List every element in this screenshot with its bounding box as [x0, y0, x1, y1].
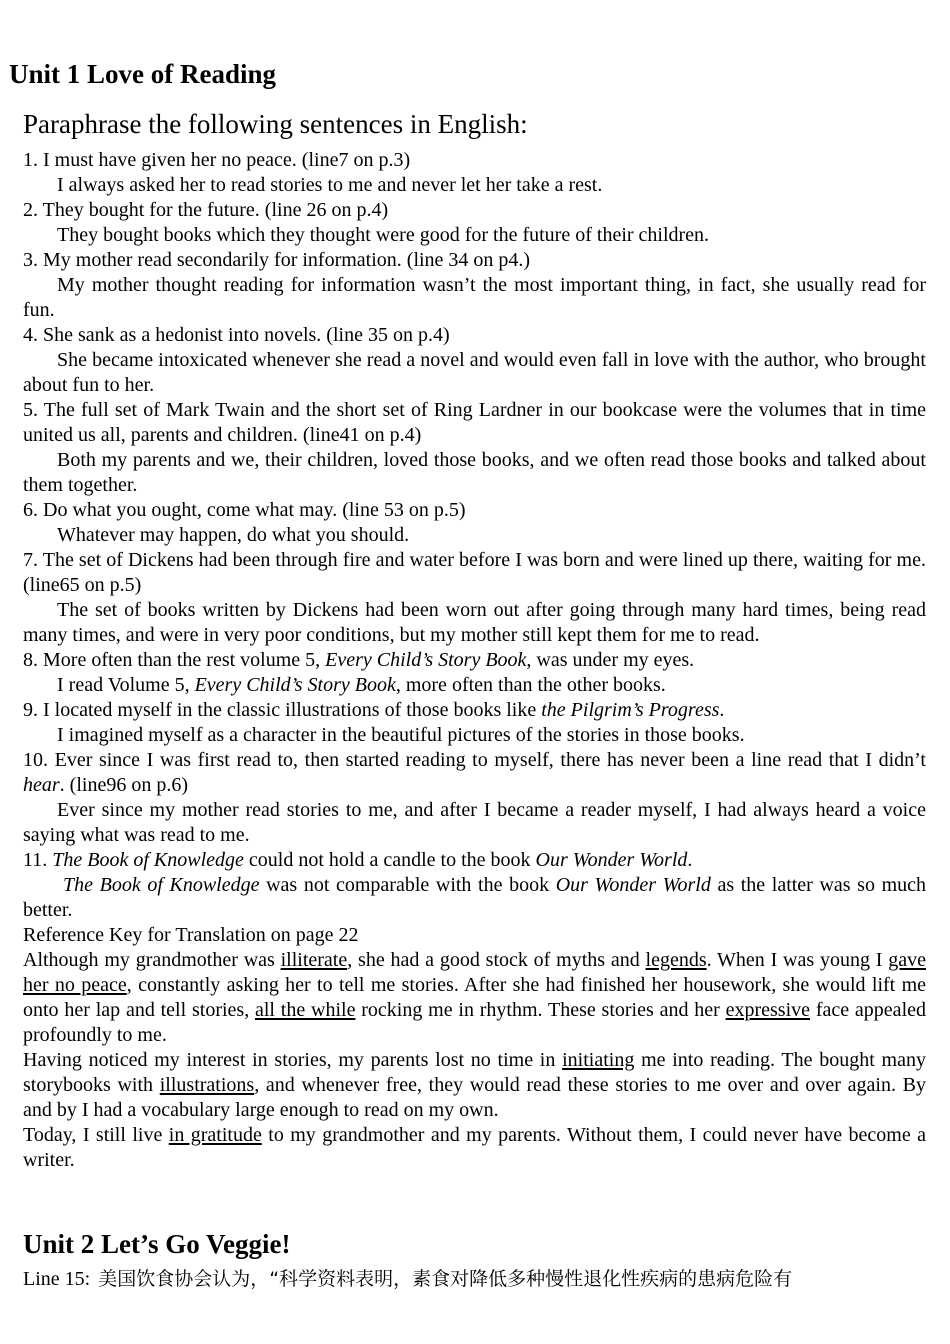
- item-3-paraphrase: My mother thought reading for information wasn’t the most important thing, in fact, she usually read for fun.: [23, 274, 926, 321]
- item-6-sentence: 6. Do what you ought, come what may. (line 53 on p.5): [23, 499, 466, 521]
- item-3-sentence: 3. My mother read secondarily for information. (line 34 on p4.): [23, 249, 531, 271]
- translation-paragraph-3: Today, I still live in gratitude to my grandmother and my parents. Without them, I could never have become a writer.: [23, 1124, 926, 1171]
- instruction-heading: Paraphrase the following sentences in English:: [23, 109, 528, 139]
- item-2-paraphrase: They bought books which they thought were good for the future of their children.: [57, 224, 710, 246]
- item-7-paraphrase: The set of books written by Dickens had been worn out after going through many hard times, being read many times, and were in very poor conditions, but my mother still kept them for me to read.: [23, 599, 926, 646]
- item-2-sentence: 2. They bought for the future. (line 26 on p.4): [23, 199, 389, 221]
- item-4-sentence: 4. She sank as a hedonist into novels. (line 35 on p.4): [23, 324, 450, 346]
- item-8-paraphrase: I read Volume 5, Every Child’s Story Book, more often than the other books.: [57, 674, 666, 696]
- line-text: 美国饮食协会认为，“科学资料表明，素食对降低多种慢性退化性疾病的患病危险有: [98, 1268, 793, 1290]
- item-1-sentence: 1. I must have given her no peace. (line7 on p.3): [23, 149, 411, 171]
- unit2-title: Unit 2 Let’s Go Veggie!: [23, 1229, 291, 1259]
- line-label: Line 15:: [23, 1268, 91, 1290]
- item-11-sentence: 11. The Book of Knowledge could not hold a candle to the book Our Wonder World.: [23, 849, 693, 871]
- item-6-paraphrase: Whatever may happen, do what you should.: [57, 524, 410, 546]
- item-1-paraphrase: I always asked her to read stories to me and never let her take a rest.: [57, 174, 603, 196]
- item-11-paraphrase: The Book of Knowledge was not comparable with the book Our Wonder World as the latter was so much better.: [23, 874, 927, 921]
- item-5-sentence: 5. The full set of Mark Twain and the short set of Ring Lardner in our bookcase were the volumes that in time united us all, parents and children. (line41 on p.4): [23, 399, 926, 446]
- item-9-paraphrase: I imagined myself as a character in the beautiful pictures of the stories in those books.: [57, 724, 745, 746]
- item-5-paraphrase: Both my parents and we, their children, loved those books, and we often read those books and talked about them together.: [23, 449, 926, 496]
- unit1-content: [23, 148, 926, 1173]
- unit1-title: Unit 1 Love of Reading: [9, 59, 277, 89]
- item-10-sentence: 10. Ever since I was first read to, then started reading to myself, there has never been a line read that I didn’t hear. (line96 on p.6): [23, 749, 926, 796]
- unit2-line15: [23, 1267, 792, 1292]
- translation-paragraph-2: Having noticed my interest in stories, my parents lost no time in initiating me into reading. The bought many storybooks with illustrations, and whenever free, they would read these stories to me over and over again. By and by I had a vocabulary large enough to read on my own.: [23, 1049, 927, 1121]
- item-7-sentence: 7. The set of Dickens had been through fire and water before I was born and were lined up there, waiting for me. (line65 on p.5): [23, 549, 926, 596]
- item-10-paraphrase: Ever since my mother read stories to me, and after I became a reader myself, I had always heard a voice saying what was read to me.: [23, 799, 926, 846]
- item-8-sentence: 8. More often than the rest volume 5, Every Child’s Story Book, was under my eyes.: [23, 649, 695, 671]
- translation-paragraph-1: Although my grandmother was illiterate, she had a good stock of myths and legends. When I was young I gave her no peace, constantly asking her to tell me stories. After she had finished her housework, she would lift me onto her lap and tell stories, all the while rocking me in rhythm. These stories and her expressive face appealed profoundly to me.: [23, 949, 926, 1046]
- item-9-sentence: 9. I located myself in the classic illustrations of those books like the Pilgrim’s Progress.: [23, 699, 725, 721]
- item-4-paraphrase: She became intoxicated whenever she read a novel and would even fall in love with the author, who brought about fun to her.: [23, 349, 926, 396]
- reference-key-heading: Reference Key for Translation on page 22: [23, 924, 359, 946]
